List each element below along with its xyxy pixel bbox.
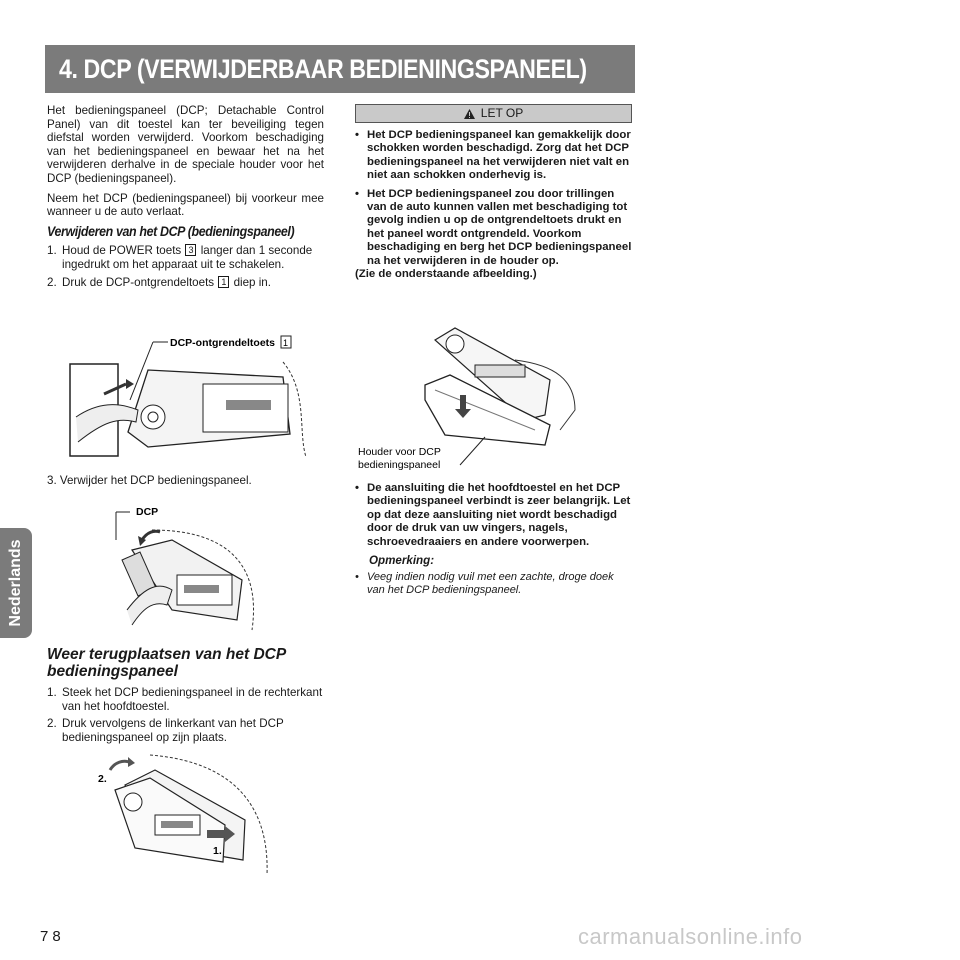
- caution-bullet-3-text: De aansluiting die het hoofdtoestel en het DCP bedieningspaneel verbindt is zeer belangrijk. Let op dat deze aansluiting niet wordt beschadigd door de druk van uw vingers, nagels, schroevedraaiers en andere voorwerpen.: [367, 482, 631, 548]
- fig1-label: DCP-ontgrendeltoets: [170, 337, 275, 349]
- intro-paragraph-1: Het bedieningspaneel (DCP; Detachable Control Panel) van dit toestel kan ter beveiliging tegen diefstal worden verwijderd. Voorkom beschadiging van het bedieningspaneel en bewaar het na het verwijderen derhalve in de speciale houder voor het DCP (bedieningspaneel).: [47, 104, 324, 185]
- remove-step-2-text-b: diep in.: [233, 275, 271, 289]
- note-heading: Opmerking:: [369, 554, 435, 568]
- remove-step-2: [47, 276, 324, 290]
- note-text: Veeg indien nodig vuil met een zachte, droge doek van het DCP bedieningspaneel.: [367, 570, 614, 597]
- replace-step-1-number: 1.: [47, 686, 57, 699]
- caution-column: [355, 104, 632, 286]
- remove-step-1-text-a: Houd de POWER toets: [62, 244, 182, 258]
- caution-bullet-1-text: Het DCP bedieningspaneel kan gemakkelijk door schokken worden beschadigd. Zorg dat het DCP bedieningspaneel na het verwijderen niet valt en niet aan schokken onderhevig is.: [367, 129, 631, 182]
- section-title: 4. DCP (VERWIJDERBAAR BEDIENINGSPANEEL): [59, 53, 587, 84]
- remove-steps: [47, 244, 324, 289]
- remove-heading: Verwijderen van het DCP (bedieningspaneel): [47, 223, 295, 239]
- replace-step-2: [47, 717, 327, 744]
- caution-title: LET OP: [480, 105, 524, 120]
- power-key-badge: 3: [185, 244, 196, 256]
- remove-step-1-number: 1.: [47, 244, 57, 258]
- remove-dcp-illustration: [112, 500, 272, 640]
- replace-step-1: [47, 686, 327, 713]
- replace-section: [47, 646, 327, 748]
- fig1-key: 1: [283, 338, 289, 348]
- release-key-badge: 1: [218, 276, 229, 288]
- page-number: 78: [40, 928, 65, 945]
- intro-paragraph-2: Neem het DCP (bedieningspaneel) bij voorkeur mee wanneer u de auto verlaat.: [47, 191, 324, 219]
- warning-icon: [464, 109, 475, 119]
- replace-step-2-text: Druk vervolgens de linkerkant van het DCP bedieningspaneel op zijn plaats.: [62, 717, 284, 744]
- note-bullet: • Veeg indien nodig vuil met een zachte, droge doek van het DCP bedieningspaneel.: [355, 570, 614, 597]
- holder-label-line-1: Houder voor DCP: [358, 446, 441, 458]
- fig3-label-1: 1.: [213, 845, 222, 857]
- language-side-tab: [0, 528, 32, 638]
- language-label: Nederlands: [7, 539, 24, 627]
- remove-step-3-wrap: [47, 474, 324, 494]
- fig3-label-2: 2.: [98, 773, 107, 785]
- caution-column-lower: [355, 482, 632, 602]
- holder-label-line-2: bedieningspaneel: [358, 459, 441, 471]
- replace-steps: [47, 686, 327, 744]
- remove-step-1-text-b: langer dan 1 seconde ingedrukt om het apparaat uit te schakelen.: [62, 244, 313, 271]
- caution-bullet-2: • Het DCP bedieningspaneel zou door trillingen van de auto kunnen vallen met beschadiging tot gevolg indien u op de ontgrendeltoets drukt en het paneel wordt ontgrendeld. Voorkom beschadiging en berg het DCP bedieningspaneel na het verwijderen in de houder op.: [355, 187, 632, 267]
- caution-bullet-3: • De aansluiting die het hoofdtoestel en het DCP bedieningspaneel verbindt is zeer belangrijk. Let op dat deze aansluiting niet wordt beschadigd door de druk van uw vingers, nagels, schroevedraaiers en andere voorwerpen.: [355, 482, 631, 548]
- remove-step-2-text-a: Druk de DCP-ontgrendeltoets: [62, 275, 215, 289]
- left-column: [47, 104, 324, 293]
- remove-step-2-number: 2.: [47, 275, 57, 289]
- reattach-dcp-illustration: [95, 750, 280, 880]
- fig2-label: DCP: [136, 506, 159, 518]
- replace-step-2-number: 2.: [47, 717, 57, 731]
- caution-header: [355, 104, 632, 123]
- caution-bullet-2-text: Het DCP bedieningspaneel zou door trillingen van de auto kunnen vallen met beschadiging tot gevolg indien u op de ontgrendeltoets drukt en het paneel wordt ontgrendeld. Voorkom beschadiging en berg het DCP bedieningspaneel na het verwijderen in de houder op.: [367, 187, 632, 267]
- replace-step-1-text: Steek het DCP bedieningspaneel in de rechterkant van het hoofdtoestel.: [62, 686, 323, 713]
- remove-step-3: 3. Verwijder het DCP bedieningspaneel.: [47, 474, 252, 487]
- replace-heading: Weer terugplaatsen van het DCP bedieningspaneel: [47, 646, 286, 680]
- watermark: carmanualsonline.info: [578, 924, 803, 949]
- release-button-illustration: [68, 322, 308, 462]
- section-title-bar: [45, 45, 635, 93]
- remove-step-1: [47, 244, 324, 271]
- dcp-holder-illustration: [355, 320, 585, 480]
- caution-bullet-2-note: (Zie de onderstaande afbeelding.): [355, 268, 537, 281]
- caution-bullet-1: • Het DCP bedieningspaneel kan gemakkelijk door schokken worden beschadigd. Zorg dat het DCP bedieningspaneel na het verwijderen niet valt en niet aan schokken onderhevig is.: [355, 129, 631, 182]
